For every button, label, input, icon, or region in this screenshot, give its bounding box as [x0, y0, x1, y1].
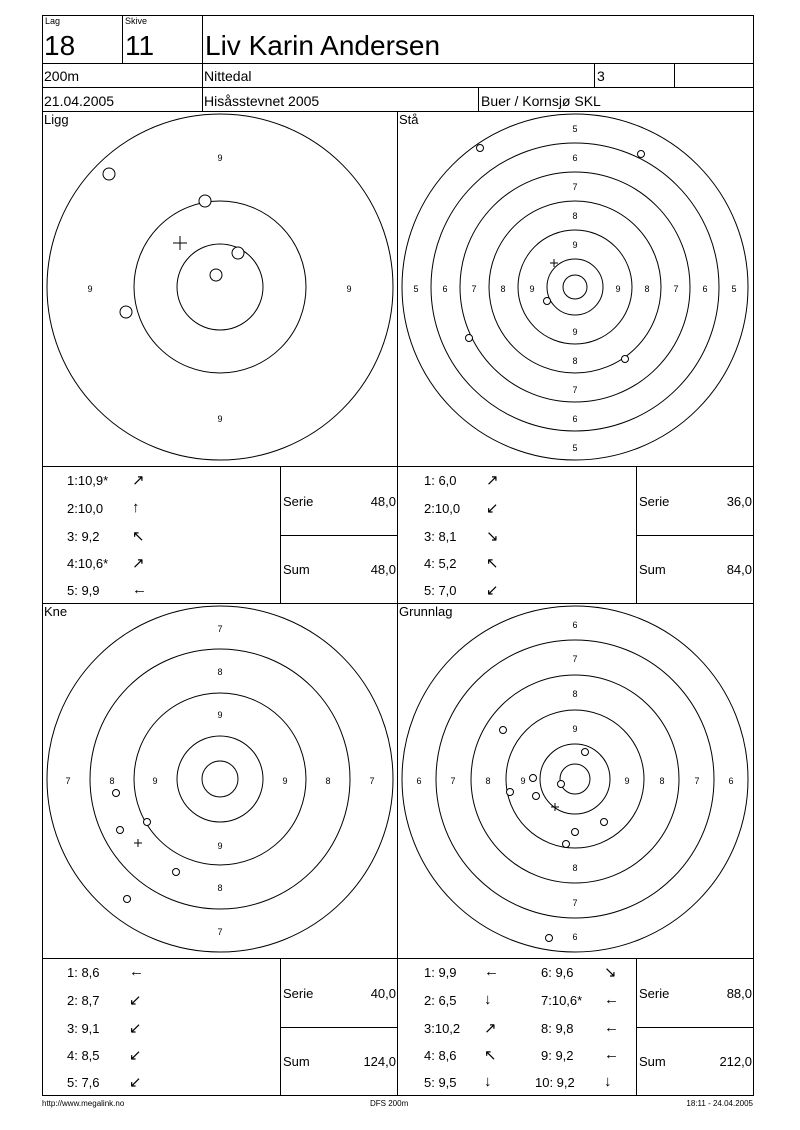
ring	[47, 114, 393, 460]
shot-hole	[507, 789, 514, 796]
shot-score: 5: 7,6	[67, 1075, 100, 1090]
ring	[547, 259, 603, 315]
list-item	[424, 582, 499, 599]
shot-score: 3: 9,2	[67, 529, 100, 544]
ring-label: 7	[572, 385, 578, 395]
ring-label: 9	[529, 284, 535, 294]
sum-value: 124,0	[363, 1054, 396, 1069]
shot-hole	[601, 819, 608, 826]
ring	[177, 244, 263, 330]
shot-direction-arrow-icon: ←	[129, 963, 144, 980]
ring-label: 7	[217, 624, 223, 634]
ring-label: 7	[694, 776, 700, 786]
shot-hole	[232, 247, 244, 259]
sum-label: Sum	[283, 1054, 310, 1069]
shot-direction-arrow-icon: ↑	[132, 499, 140, 516]
panel-title-staa: Stå	[399, 112, 419, 127]
panel-title-grunnlag: Grunnlag	[399, 604, 453, 619]
ring-label: 9	[217, 841, 223, 851]
shot-direction-arrow-icon: ↙	[486, 500, 499, 517]
shot-score: 1: 8,6	[67, 965, 100, 980]
ring	[134, 201, 306, 373]
shot-direction-arrow-icon: ↗	[486, 472, 499, 489]
ring-label: 7	[673, 284, 679, 294]
shot-direction-arrow-icon: ←	[484, 963, 499, 980]
list-item	[541, 991, 619, 1008]
serie-value: 88,0	[726, 986, 752, 1001]
shot-direction-arrow-icon: ↗	[484, 1020, 497, 1037]
ring-label: 9	[520, 776, 526, 786]
ring	[540, 744, 610, 814]
ring-label: 6	[728, 776, 734, 786]
ring-label: 5	[731, 284, 737, 294]
list-item	[424, 500, 499, 517]
sum-value: 84,0	[726, 562, 752, 577]
ring	[47, 606, 393, 952]
shot-score: 8: 9,8	[541, 1021, 574, 1036]
shot-hole	[563, 841, 570, 848]
shot-hole	[199, 195, 211, 207]
shot-direction-arrow-icon: ↙	[129, 992, 142, 1009]
date: 21.04.2005	[44, 93, 115, 109]
shot-hole	[533, 793, 540, 800]
club-place: Nittedal	[204, 68, 252, 84]
shot-score: 5: 7,0	[424, 583, 457, 598]
ring-label: 6	[416, 776, 422, 786]
shot-score: 2: 6,5	[424, 993, 457, 1008]
shot-score: 5: 9,9	[67, 583, 100, 598]
shot-direction-arrow-icon: ←	[604, 1046, 619, 1063]
shot-direction-arrow-icon: ↘	[604, 964, 617, 981]
shot-score: 2:10,0	[424, 501, 461, 516]
shot-score: 4: 5,2	[424, 556, 457, 571]
shot-hole	[124, 896, 131, 903]
ring-label: 9	[615, 284, 621, 294]
list-item	[67, 992, 142, 1009]
ring-label: 6	[442, 284, 448, 294]
ring-label: 5	[572, 124, 578, 134]
shot-direction-arrow-icon: ↙	[129, 1074, 142, 1091]
ring-label: 8	[325, 776, 331, 786]
ring-label: 9	[282, 776, 288, 786]
ring	[560, 764, 590, 794]
serie-value: 48,0	[370, 494, 396, 509]
list-item	[541, 1019, 619, 1036]
shot-hole	[582, 749, 589, 756]
serie-label: Serie	[283, 986, 314, 1001]
shot-direction-arrow-icon: ↙	[486, 582, 499, 599]
ring	[436, 640, 714, 918]
serie-value: 40,0	[370, 986, 396, 1001]
shot-direction-arrow-icon: ↖	[486, 555, 499, 572]
ring	[177, 736, 263, 822]
list-item	[424, 528, 499, 545]
shot-direction-arrow-icon: ←	[604, 991, 619, 1008]
ring-label: 8	[217, 667, 223, 677]
ring-label: 8	[572, 356, 578, 366]
ring-label: 8	[572, 863, 578, 873]
shot-hole	[120, 306, 132, 318]
shot-score: 6: 9,6	[541, 965, 574, 980]
list-item	[424, 555, 499, 572]
ring	[460, 172, 690, 402]
ring-label: 8	[572, 211, 578, 221]
shot-direction-arrow-icon: ↙	[129, 1047, 142, 1064]
ring-label: 8	[109, 776, 115, 786]
list-item	[424, 1047, 497, 1064]
shot-hole	[500, 727, 507, 734]
ring-label: 7	[572, 898, 578, 908]
shot-hole	[622, 356, 629, 363]
ring-label: 8	[572, 689, 578, 699]
event-name: Hisåsstevnet 2005	[204, 93, 320, 109]
shot-direction-arrow-icon: ↙	[129, 1020, 142, 1037]
lag-label: Lag	[45, 16, 61, 26]
serie-value: 36,0	[726, 494, 752, 509]
ring	[471, 675, 679, 883]
shot-direction-arrow-icon: ←	[132, 581, 147, 598]
ring-label: 8	[659, 776, 665, 786]
shot-hole	[477, 145, 484, 152]
sum-label: Sum	[283, 562, 310, 577]
serie-label: Serie	[639, 494, 670, 509]
ring-label: 6	[572, 620, 578, 630]
shot-score: 5: 9,5	[424, 1075, 457, 1090]
sum-label: Sum	[639, 1054, 666, 1069]
ring-label: 9	[572, 240, 578, 250]
list-item	[67, 472, 145, 489]
skive-value: 11	[125, 30, 155, 61]
ring-label: 7	[572, 654, 578, 664]
shot-direction-arrow-icon: ↘	[486, 528, 499, 545]
list-item	[424, 472, 499, 489]
ring-label: 7	[450, 776, 456, 786]
list-item	[67, 499, 140, 516]
panel-title-ligg: Ligg	[44, 112, 69, 127]
ring-label: 9	[572, 327, 578, 337]
ring-label: 7	[572, 182, 578, 192]
list-item	[541, 1046, 619, 1063]
shot-score: 3: 9,1	[67, 1021, 100, 1036]
shot-direction-arrow-icon: ↓	[484, 991, 492, 1008]
target-kne	[42, 603, 397, 958]
ring-label: 8	[217, 883, 223, 893]
shot-direction-arrow-icon: ↓	[484, 1073, 492, 1090]
target-staa	[397, 111, 754, 466]
ring-label: 9	[217, 153, 223, 163]
list-item	[424, 1073, 492, 1090]
ring	[90, 649, 350, 909]
shot-hole	[144, 819, 151, 826]
footer-timestamp: 18:11 - 24.04.2005	[686, 1099, 753, 1108]
ring-label: 6	[702, 284, 708, 294]
ring-label: 9	[346, 284, 352, 294]
skive-label: Skive	[125, 16, 148, 26]
list-item	[424, 1020, 497, 1037]
shot-direction-arrow-icon: ↗	[132, 555, 145, 572]
list-item	[67, 528, 145, 545]
shot-hole	[466, 335, 473, 342]
serie-label: Serie	[639, 986, 670, 1001]
shot-score: 2: 8,7	[67, 993, 100, 1008]
shot-direction-arrow-icon: ↖	[132, 528, 145, 545]
list-item	[424, 963, 499, 980]
ring-label: 5	[413, 284, 419, 294]
ring-label: 9	[217, 414, 223, 424]
shot-hole	[544, 298, 551, 305]
list-item	[535, 1073, 612, 1090]
ring-label: 8	[500, 284, 506, 294]
shot-hole	[558, 781, 565, 788]
shot-hole	[210, 269, 222, 281]
ring	[489, 201, 661, 373]
list-item	[67, 963, 144, 980]
shot-score: 4: 8,5	[67, 1048, 100, 1063]
shot-score: 4:10,6*	[67, 556, 109, 571]
ring-label: 6	[572, 414, 578, 424]
panel-title-kne: Kne	[44, 604, 68, 619]
ring-label: 7	[217, 927, 223, 937]
shooter-name: Liv Karin Andersen	[205, 30, 441, 61]
shot-hole	[638, 151, 645, 158]
sum-label: Sum	[639, 562, 666, 577]
footer-url[interactable]: http://www.megalink.no	[42, 1099, 125, 1108]
ring-label: 6	[572, 932, 578, 942]
shot-direction-arrow-icon: ↗	[132, 472, 145, 489]
ring	[402, 114, 748, 460]
ring-label: 9	[87, 284, 93, 294]
ring-label: 7	[471, 284, 477, 294]
ring-label: 9	[572, 724, 578, 734]
ring-label: 6	[572, 153, 578, 163]
location: Buer / Kornsjø SKL	[481, 93, 601, 109]
list-item	[541, 964, 617, 981]
shot-hole	[103, 168, 115, 180]
ring-label: 9	[217, 710, 223, 720]
list-item	[67, 555, 145, 572]
shot-score: 3: 8,1	[424, 529, 457, 544]
list-item	[67, 1074, 142, 1091]
number: 3	[597, 68, 605, 84]
shot-hole	[113, 790, 120, 797]
ring-label: 8	[644, 284, 650, 294]
serie-label: Serie	[283, 494, 314, 509]
shot-direction-arrow-icon: ←	[604, 1019, 619, 1036]
ring-label: 9	[624, 776, 630, 786]
ring-label: 7	[369, 776, 375, 786]
shot-hole	[173, 869, 180, 876]
shot-score: 1:10,9*	[67, 473, 109, 488]
target-ligg	[42, 111, 397, 466]
shot-score: 2:10,0	[67, 501, 104, 516]
target-grunnlag	[397, 603, 754, 958]
shot-score: 1: 9,9	[424, 965, 457, 980]
shot-score: 1: 6,0	[424, 473, 457, 488]
list-item	[67, 581, 147, 598]
shot-score: 4: 8,6	[424, 1048, 457, 1063]
shot-score: 3:10,2	[424, 1021, 461, 1036]
footer-center: DFS 200m	[370, 1099, 409, 1108]
shot-hole	[546, 935, 553, 942]
list-item	[424, 991, 492, 1008]
list-item	[67, 1047, 142, 1064]
ring-label: 5	[572, 443, 578, 453]
shot-hole	[117, 827, 124, 834]
shot-hole	[530, 775, 537, 782]
shot-direction-arrow-icon: ↖	[484, 1047, 497, 1064]
shot-score: 9: 9,2	[541, 1048, 574, 1063]
shot-direction-arrow-icon: ↓	[604, 1073, 612, 1090]
ring-label: 8	[485, 776, 491, 786]
shot-score: 7:10,6*	[541, 993, 583, 1008]
shot-hole	[572, 829, 579, 836]
ring-label: 9	[152, 776, 158, 786]
sum-value: 212,0	[719, 1054, 752, 1069]
ring	[202, 761, 238, 797]
shot-score: 10: 9,2	[535, 1075, 575, 1090]
ring-label: 7	[65, 776, 71, 786]
sum-value: 48,0	[370, 562, 396, 577]
list-item	[67, 1020, 142, 1037]
ring	[563, 275, 587, 299]
lag-value: 18	[44, 30, 76, 61]
distance: 200m	[44, 68, 80, 84]
